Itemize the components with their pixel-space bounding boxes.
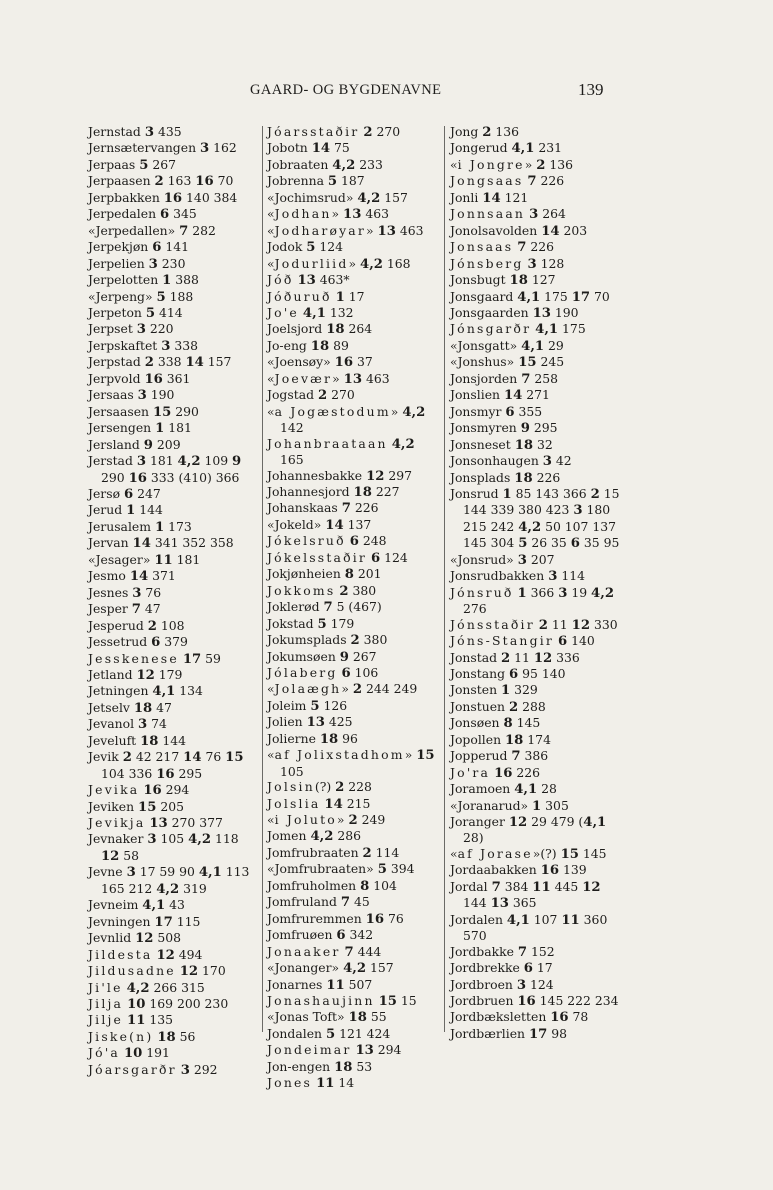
index-entry: Johanbraataan 4,2 165	[267, 435, 415, 468]
running-title: GAARD- OG BYGDENAVNE	[250, 82, 442, 98]
index-entry: Jersengen 1 181	[88, 420, 192, 437]
index-entry: Jerpset 3 220	[88, 321, 174, 338]
index-entry: Jonsneset 18 32	[450, 436, 553, 453]
index-column-3	[450, 124, 622, 1042]
index-entry: «af Jorase»(?) 15 145	[450, 845, 607, 862]
index-entry: Jersø 6 247	[88, 485, 161, 502]
index-entry: Jesmo 14 371	[88, 568, 176, 585]
index-entry: Jervan 14 341 352 358	[88, 535, 234, 552]
index-entry: Jonsøen 8 145	[450, 715, 541, 732]
index-entry: Jomfruholmen 8 104	[267, 877, 397, 894]
index-entry: «Jochimsrud» 4,2 157	[267, 189, 408, 206]
index-entry: Jildusadne 12 170	[88, 963, 226, 980]
index-entry: «Jesager» 11 181	[88, 551, 201, 568]
index-entry: Jordaabakken 16 139	[450, 862, 587, 879]
index-entry: Jonaaker 7 444	[267, 943, 382, 960]
index-entry: Jevneim 4,1 43	[88, 897, 185, 914]
index-entry: Jónsstaðir 2 11 12 330	[450, 616, 618, 633]
index-entry: Jordbroen 3 124	[450, 976, 554, 993]
index-entry: Jóarsstaðir 2 270	[267, 124, 401, 140]
index-entry: Jonstang 6 95 140	[450, 665, 566, 682]
index-entry: Jersaas 3 190	[88, 387, 175, 404]
index-entry: Jersland 9 209	[88, 436, 181, 453]
index-entry: Jevne 3 17 59 90 4,1 113 165 212 4,2 319	[88, 864, 250, 897]
index-entry: Jobotn 14 75	[267, 140, 350, 157]
index-entry: Jevik 2 42 217 14 76 15 104 336 16 295	[88, 749, 244, 782]
index-entry: Jordbakke 7 152	[450, 943, 555, 960]
index-entry: Jókelsstaðir 6 124	[267, 549, 408, 566]
page-number: 139	[578, 80, 604, 99]
index-entry: Jonsplads 18 226	[450, 469, 561, 486]
index-entry: Jomfruøen 6 342	[267, 927, 374, 944]
index-entry: Jomfruremmen 16 76	[267, 910, 404, 927]
index-entry: «Jonanger» 4,2 157	[267, 960, 394, 977]
index-entry: Jetningen 4,1 134	[88, 683, 203, 700]
index-entry: Jevnaker 3 105 4,2 118 12 58	[88, 831, 239, 864]
index-entry: «Jonsgatt» 4,1 29	[450, 337, 564, 354]
index-entry: Jondeimar 13 294	[267, 1042, 402, 1059]
index-entry: Jerusalem 1 173	[88, 518, 192, 535]
index-entry: Jetland 12 179	[88, 666, 183, 683]
index-entry: Ji'le 4,2 266 315	[88, 979, 205, 996]
index-entry: Jesperud 2 108	[88, 617, 185, 634]
index-entry: Jonsonhaugen 3 42	[450, 453, 572, 470]
index-entry: Jordbrekke 6 17	[450, 960, 553, 977]
index-entry: Jonstad 2 11 12 336	[450, 649, 580, 666]
index-entry: Jonnsaan 3 264	[450, 206, 566, 223]
index-entry: Johanskaas 7 226	[267, 500, 379, 517]
index-entry: Jonstuen 2 288	[450, 698, 546, 715]
index-entry: «Joevær» 13 463	[267, 370, 390, 387]
index-entry: Joklerød 7 5 (467)	[267, 599, 382, 616]
index-entry: Jónsberg 3 128	[450, 255, 565, 272]
index-entry: «Jomfrubraaten» 5 394	[267, 861, 415, 878]
index-entry: Jerpelien 3 230	[88, 255, 186, 272]
index-entry: Jonsaas 7 226	[450, 239, 555, 256]
index-entry: Jokumsøen 9 267	[267, 648, 377, 665]
index-entry: Jonsten 1 329	[450, 682, 538, 699]
index-entry: Jevanol 3 74	[88, 716, 167, 733]
index-entry: Jonslien 14 271	[450, 387, 550, 404]
index-entry: Jerpbakken 16 140 384	[88, 189, 238, 206]
index-entry: Jongerud 4,1 231	[450, 140, 562, 157]
index-entry: Jólaberg 6 106	[267, 664, 379, 681]
index-entry: Joramoen 4,1 28	[450, 781, 557, 798]
index-entry: Jilja 10 169 200 230	[88, 996, 229, 1013]
index-entry: Jondalen 5 121 424	[267, 1025, 391, 1042]
index-entry: Jo'e 4,1 132	[267, 304, 354, 321]
index-entry: Jóð 13 463*	[267, 272, 350, 289]
index-entry: Jerpekjøn 6 141	[88, 239, 189, 256]
index-entry: Jordbærlien 17 98	[450, 1025, 568, 1042]
index-entry: Jerpeton 5 414	[88, 304, 183, 321]
index-entry: Jessetrud 6 379	[88, 634, 188, 651]
index-entry: Jerpvold 16 361	[88, 370, 191, 387]
index-entry: Jolierne 18 96	[267, 730, 358, 747]
index-entry: Jordalen 4,1 107 11 360 570	[450, 911, 608, 944]
index-entry: Jernstad 3 435	[88, 124, 182, 140]
index-entry: Jomfrubraaten 2 114	[267, 844, 400, 861]
index-entry: Jeveluft 18 144	[88, 732, 187, 749]
index-entry: «Jerpeng» 5 188	[88, 288, 194, 305]
index-entry: Jónsruð 1 366 3 19 4,2 276	[450, 584, 614, 617]
index-entry: Jokjønheien 8 201	[267, 566, 382, 583]
index-entry: Jerpstad 2 338 14 157	[88, 354, 232, 371]
index-entry: Jó'a 10 191	[88, 1045, 170, 1062]
index-entry: Jernsætervangen 3 162	[88, 140, 237, 157]
index-entry: Jerpaas 5 267	[88, 156, 177, 173]
index-entry: «Jolaægh» 2 244 249	[267, 681, 418, 698]
index-entry: Jevningen 17 115	[88, 913, 201, 930]
index-entry: Jokkoms 2 380	[267, 582, 377, 599]
index-entry: Jerpedalen 6 345	[88, 206, 197, 223]
index-entry: Jodok 5 124	[267, 239, 344, 256]
index-entry: Jopollen 18 174	[450, 731, 551, 748]
index-entry: Jonashaujinn 15 15	[267, 993, 417, 1010]
index-entry: Jilje 11 135	[88, 1012, 173, 1029]
index-entry: «Joranarud» 1 305	[450, 797, 569, 814]
index-entry: Jerpelotten 1 388	[88, 272, 199, 289]
index-entry: Jonsgaarden 13 190	[450, 304, 579, 321]
index-entry: Jokstad 5 179	[267, 615, 355, 632]
index-entry: Jomfruland 7 45	[267, 894, 370, 911]
index-entry: «Jerpedallen» 7 282	[88, 222, 216, 239]
index-entry: «Jonshus» 15 245	[450, 354, 565, 371]
index-entry: «Jodharøyar» 13 463	[267, 222, 424, 239]
index-entry: Jildesta 12 494	[88, 946, 203, 963]
index-entry: «Joensøy» 16 37	[267, 354, 373, 371]
index-entry: Jerpskaftet 3 338	[88, 337, 199, 354]
index-entry: Jonsbugt 18 127	[450, 272, 556, 289]
index-entry: Jevikja 13 270 377	[88, 815, 223, 832]
index-entry: Jiske(n) 18 56	[88, 1028, 196, 1045]
index-entry: Joelsjord 18 264	[267, 321, 373, 338]
index-entry: Jo'ra 16 226	[450, 764, 541, 781]
index-entry: Jolslia 14 215	[267, 795, 371, 812]
index-entry: Joleim 5 126	[267, 697, 348, 714]
index-entry: Johannesjord 18 227	[267, 483, 400, 500]
index-entry: Johannesbakke 12 297	[267, 467, 413, 484]
index-entry: Jóðuruð 1 17	[267, 288, 365, 305]
index-entry: Jonli 14 121	[450, 189, 529, 206]
index-entry: Jerpaasen 2 163 16 70	[88, 173, 234, 190]
index-entry: «Jonas Toft» 18 55	[267, 1009, 387, 1026]
index-entry: Jonarnes 11 507	[267, 976, 373, 993]
index-entry: Jonsjorden 7 258	[450, 370, 558, 387]
index-entry: Jo-eng 18 89	[267, 337, 349, 354]
index-entry: Jordbruen 16 145 222 234	[450, 993, 619, 1010]
index-entry: Jones 11 14	[267, 1075, 355, 1092]
index-entry: Jetselv 18 47	[88, 699, 172, 716]
index-entry: Jonsrud 1 85 143 366 2 15 144 339 380 423 3 180 215 242 4,2 50 107 137 145 304 5 26 35 6 35 95	[450, 485, 620, 552]
index-entry: Jonsmyr 6 355	[450, 403, 543, 420]
index-entry: Jónsgarðr 4,1 175	[450, 321, 586, 338]
index-entry: Jerstad 3 181 4,2 109 9 290 16 333 (410) 366	[88, 453, 242, 486]
index-entry: Jersaasen 15 290	[88, 403, 199, 420]
index-entry: Jordal 7 384 11 445 12 144 13 365	[450, 878, 601, 912]
index-entry: Jong 2 136	[450, 124, 520, 140]
index-entry: Jon-engen 18 53	[267, 1058, 373, 1075]
column-divider-2	[444, 126, 445, 1032]
index-entry: Jolsin(?) 2 228	[267, 779, 372, 796]
index-entry: Jevnlid 12 508	[88, 930, 182, 947]
index-entry: «Jokeld» 14 137	[267, 516, 372, 533]
page-header	[0, 82, 773, 104]
index-entry: Jóns-Stangir 6 140	[450, 633, 595, 650]
index-entry: Jomen 4,2 286	[267, 828, 361, 845]
index-entry: «Jonsrud» 3 207	[450, 551, 555, 568]
index-entry: «Jodhan» 13 463	[267, 206, 389, 223]
index-entry: Jevika 16 294	[88, 782, 190, 799]
index-entry: Jóarsgarðr 3 292	[88, 1061, 218, 1078]
index-entry: «Jodurliid» 4,2 168	[267, 255, 411, 272]
index-column-2	[267, 124, 439, 1092]
index-entry: Jerud 1 144	[88, 502, 163, 519]
index-entry: Jonsrudbakken 3 114	[450, 568, 585, 585]
index-entry: Jesper 7 47	[88, 601, 161, 618]
index-entry: «a Jogæstodum» 4,2 142	[267, 403, 426, 436]
index-entry: Jobraaten 4,2 233	[267, 156, 383, 173]
index-entry: Jeviken 15 205	[88, 798, 184, 815]
index-entry: Jokumsplads 2 380	[267, 632, 388, 649]
index-entry: Joranger 12 29 479 (4,1 28)	[450, 814, 607, 846]
index-entry: Jogstad 2 270	[267, 387, 355, 404]
index-entry: Jongsaas 7 226	[450, 173, 565, 190]
index-entry: Jonsmyren 9 295	[450, 420, 558, 437]
index-entry: «af Jolixstadhom» 15 105	[267, 747, 435, 779]
index-entry: «i Joluto» 2 249	[267, 812, 386, 829]
index-entry: Jobrenna 5 187	[267, 173, 365, 190]
index-entry: Jesskenese 17 59	[88, 650, 221, 667]
index-entry: Jesnes 3 76	[88, 584, 162, 601]
index-entry: Jolien 13 425	[267, 714, 353, 731]
index-entry: Jordbæksletten 16 78	[450, 1009, 589, 1026]
column-divider-1	[262, 126, 263, 1032]
index-entry: Jonolsavolden 14 203	[450, 222, 588, 239]
index-entry: «i Jongre» 2 136	[450, 156, 574, 173]
index-entry: Jókelsruð 6 248	[267, 533, 387, 550]
index-entry: Jonsgaard 4,1 175 17 70	[450, 288, 610, 305]
index-entry: Jopperud 7 386	[450, 748, 549, 765]
index-column-1	[88, 124, 260, 1078]
